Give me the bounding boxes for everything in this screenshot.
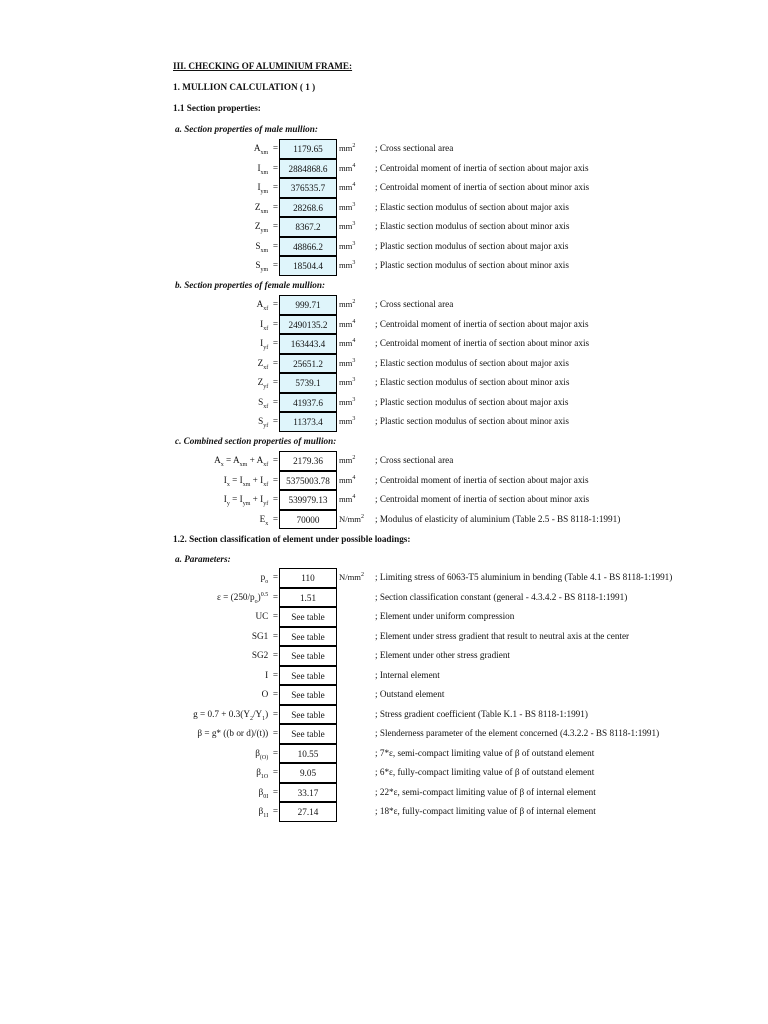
description: ; Section classification constant (general - 4.3.4.2 - BS 8118-1:1991) (375, 591, 628, 602)
unit-label: $mm^2$ (339, 143, 356, 153)
table-row (0, 237, 768, 257)
table-row (0, 373, 768, 393)
description: ; Internal element (375, 669, 440, 680)
description: ; Cross sectional area (375, 299, 454, 309)
parameter-label: UC = (255, 611, 278, 621)
description: ; 6*ε, fully-compact limiting value of β of outstand element (375, 767, 595, 777)
description: ; Plastic section modulus of section about minor axis (375, 260, 569, 270)
table-row (0, 763, 768, 783)
value-cell: 9.05 (279, 763, 337, 783)
mullion-heading: 1. MULLION CALCULATION ( 1 ) (173, 82, 316, 92)
table-row (0, 802, 768, 822)
description: ; Stress gradient coefficient (Table K.1 - BS 8118-1:1991) (375, 708, 588, 719)
description: ; Element under stress gradient that result to neutral axis at the center (375, 630, 630, 641)
parameters-heading: a. Parameters: (175, 554, 231, 564)
value-cell: 1179.65 (279, 139, 337, 159)
value-cell: See table (279, 705, 337, 725)
description: ; Modulus of elasticity of aluminium (Table 2.5 - BS 8118-1:1991) (375, 513, 621, 524)
description: ; Elastic section modulus of section about minor axis (375, 221, 570, 231)
parameter-label: $I_{yf}$ = (260, 338, 278, 351)
parameter-label: $I_{ym}$ = (257, 182, 278, 195)
unit-label: $mm^3$ (339, 260, 356, 270)
value-cell: 1.51 (279, 588, 337, 608)
unit-label: $mm^4$ (339, 338, 356, 348)
table-row (0, 568, 768, 588)
unit-label: $mm^3$ (339, 221, 356, 231)
description: ; Plastic section modulus of section about major axis (375, 396, 569, 407)
value-cell: 41937.6 (279, 393, 337, 413)
description: ; Plastic section modulus of section about major axis (375, 240, 569, 251)
description: ; Centroidal moment of inertia of section about minor axis (375, 182, 590, 192)
value-cell: 110 (279, 568, 337, 588)
parameter-label: $I_y = I_{ym} + I_{yf}$ = (223, 494, 278, 507)
description: ; Slenderness parameter of the element concerned (4.3.2.2 - BS 8118-1:1991) (375, 728, 660, 738)
value-cell: 48866.2 (279, 237, 337, 257)
parameter-label: SG1 = (251, 630, 278, 641)
table-row (0, 198, 768, 218)
parameter-label: $\beta_{(O)}$ = (255, 747, 278, 761)
parameter-label: $S_{yf}$ = (258, 416, 278, 429)
value-cell: See table (279, 685, 337, 705)
value-cell: 5375003.78 (279, 471, 337, 491)
unit-label: $mm^2$ (339, 299, 356, 309)
table-row (0, 607, 768, 627)
unit-label: $mm^4$ (339, 494, 356, 504)
unit-label: $mm^2$ (339, 455, 356, 465)
description: ; Centroidal moment of inertia of section about major axis (375, 474, 589, 485)
table-row (0, 724, 768, 744)
table-row (0, 334, 768, 354)
value-cell: 18504.4 (279, 256, 337, 276)
value-cell: 28268.6 (279, 198, 337, 218)
description: ; 7*ε, semi-compact limiting value of β of outstand element (375, 747, 595, 758)
parameter-label: $\beta_{1I}$ = (258, 806, 278, 819)
unit-label: $mm^4$ (339, 474, 356, 485)
table-row (0, 139, 768, 159)
parameter-label: $\beta_{1O}$ = (256, 767, 278, 780)
female-mullion-heading: b. Section properties of female mullion: (175, 280, 326, 290)
description: ; 22*ε, semi-compact limiting value of β of internal element (375, 786, 596, 797)
value-cell: 2884868.6 (279, 159, 337, 179)
value-cell: 10.55 (279, 744, 337, 764)
parameter-label: $I_{xf}$ = (260, 318, 278, 332)
section-heading: III. CHECKING OF ALUMINIUM FRAME: (173, 61, 353, 71)
table-row (0, 412, 768, 432)
value-cell: 376535.7 (279, 178, 337, 198)
table-row (0, 315, 768, 335)
unit-label: $mm^3$ (339, 357, 356, 368)
value-cell: 33.17 (279, 783, 337, 803)
parameter-label: $S_{xm}$ = (255, 240, 278, 254)
table-row (0, 217, 768, 237)
unit-label: $mm^4$ (339, 182, 356, 192)
value-cell: See table (279, 724, 337, 744)
parameter-label: $I_{xm}$ = (257, 162, 278, 176)
value-cell: 163443.4 (279, 334, 337, 354)
parameter-label: β = g* ((b or d)/(t)) = (197, 728, 278, 738)
description: ; Cross sectional area (375, 143, 454, 153)
table-row (0, 354, 768, 374)
table-row (0, 256, 768, 276)
value-cell: 70000 (279, 510, 337, 530)
description: ; Centroidal moment of inertia of section about minor axis (375, 338, 590, 348)
value-cell: 2490135.2 (279, 315, 337, 335)
value-cell: 999.71 (279, 295, 337, 315)
parameter-label: $A_{xf}$ = (256, 299, 278, 312)
description: ; Element under uniform compression (375, 611, 515, 621)
description: ; 18*ε, fully-compact limiting value of β of internal element (375, 806, 596, 816)
description: ; Centroidal moment of inertia of section about major axis (375, 318, 589, 329)
table-row (0, 783, 768, 803)
table-row (0, 666, 768, 686)
parameter-label: $Z_{yf}$ = (257, 377, 278, 390)
table-row (0, 510, 768, 530)
description: ; Cross sectional area (375, 455, 454, 465)
table-row (0, 646, 768, 666)
parameter-label: $S_{xf}$ = (258, 396, 278, 410)
unit-label: $mm^4$ (339, 162, 356, 173)
description: ; Centroidal moment of inertia of section about major axis (375, 162, 589, 173)
table-row (0, 393, 768, 413)
value-cell: 539979.13 (279, 490, 337, 510)
table-row (0, 490, 768, 510)
parameter-label: $A_{xm}$ = (253, 143, 278, 156)
value-cell: See table (279, 666, 337, 686)
unit-label: $mm^3$ (339, 396, 356, 407)
parameter-label: I = (265, 669, 278, 680)
table-row (0, 705, 768, 725)
description: ; Limiting stress of 6063-T5 aluminium in bending (Table 4.1 - BS 8118-1:1991) (375, 572, 673, 582)
value-cell: 11373.4 (279, 412, 337, 432)
parameter-label: $p_o$ = (260, 572, 278, 585)
parameter-label: SG2 = (251, 650, 278, 660)
parameter-label: $Z_{xf}$ = (257, 357, 278, 371)
table-row (0, 744, 768, 764)
table-row (0, 627, 768, 647)
value-cell: See table (279, 646, 337, 666)
parameter-label: $I_x = I_{xm} + I_{xf}$ = (223, 474, 278, 488)
unit-label: $N/mm^2$ (339, 513, 364, 524)
value-cell: 27.14 (279, 802, 337, 822)
unit-label: $mm^4$ (339, 318, 356, 329)
table-row (0, 295, 768, 315)
description: ; Outstand element (375, 689, 445, 699)
value-cell: 25651.2 (279, 354, 337, 374)
table-row (0, 178, 768, 198)
unit-label: $mm^3$ (339, 240, 356, 251)
parameter-label: $\varepsilon = (250/p_o)^{0.5}$ = (217, 591, 278, 605)
parameter-label: $S_{ym}$ = (255, 260, 278, 273)
parameter-label: O = (261, 689, 278, 699)
table-row (0, 588, 768, 608)
parameter-label: $Z_{xm}$ = (254, 201, 278, 215)
combined-heading: c. Combined section properties of mullion: (175, 436, 337, 446)
male-mullion-heading: a. Section properties of male mullion: (175, 124, 318, 134)
description: ; Centroidal moment of inertia of section about minor axis (375, 494, 590, 504)
table-row (0, 685, 768, 705)
parameter-label: $Z_{ym}$ = (254, 221, 278, 234)
description: ; Elastic section modulus of section about minor axis (375, 377, 570, 387)
description: ; Elastic section modulus of section about major axis (375, 201, 569, 212)
unit-label: $mm^3$ (339, 416, 356, 426)
classification-heading: 1.2. Section classification of element under possible loadings: (173, 534, 411, 544)
value-cell: See table (279, 627, 337, 647)
table-row (0, 451, 768, 471)
parameter-label: $A_x = A_{xm} + A_{xf}$ = (214, 455, 278, 468)
value-cell: 2179.36 (279, 451, 337, 471)
description: ; Elastic section modulus of section about major axis (375, 357, 569, 368)
parameter-label: $g = 0.7 + 0.3(Y_2/Y_1)$ = (193, 708, 278, 722)
parameter-label: $E_x$ = (259, 513, 278, 527)
unit-label: $mm^3$ (339, 377, 356, 387)
description: ; Plastic section modulus of section about minor axis (375, 416, 569, 426)
table-row (0, 159, 768, 179)
unit-label: $mm^3$ (339, 201, 356, 212)
value-cell: See table (279, 607, 337, 627)
parameter-label: $\beta_{0I}$ = (258, 786, 278, 800)
unit-label: $N/mm^2$ (339, 572, 364, 582)
value-cell: 8367.2 (279, 217, 337, 237)
table-row (0, 471, 768, 491)
description: ; Element under other stress gradient (375, 650, 510, 660)
value-cell: 5739.1 (279, 373, 337, 393)
section-properties-heading: 1.1 Section properties: (173, 103, 261, 113)
